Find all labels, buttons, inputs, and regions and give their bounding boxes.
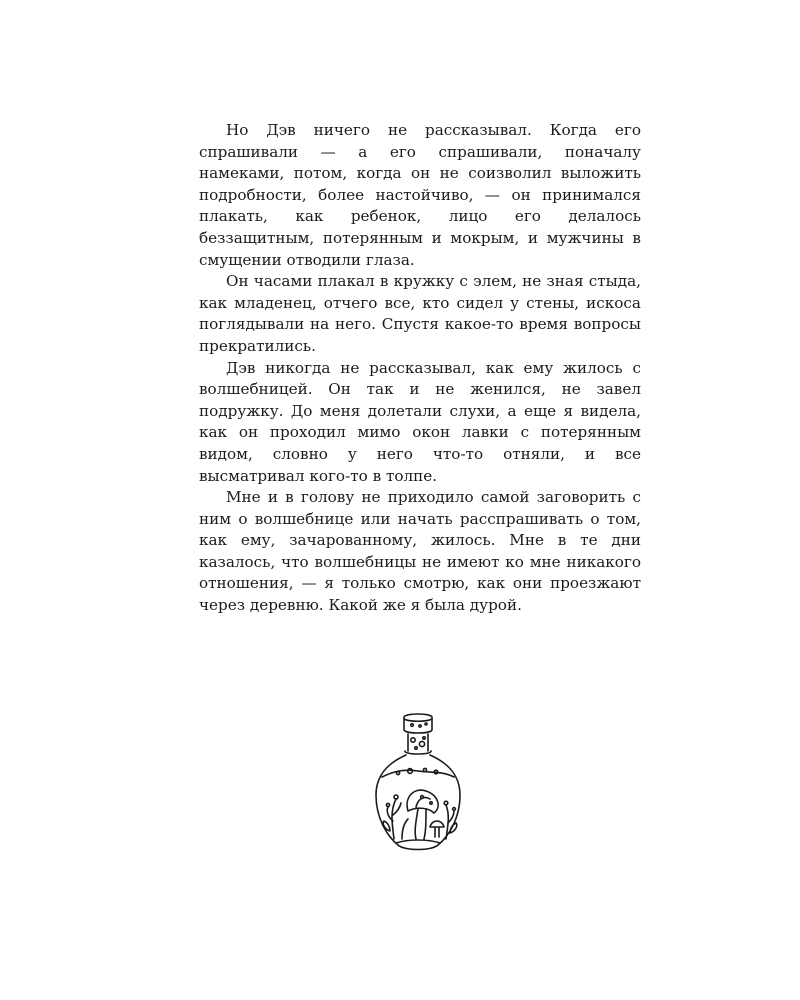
- paragraph-2: Он часами плакал в кружку с элем, не зная стыда, как младенец, отчего все, кто сидел у стены, искоса поглядывали на него. Спустя какое-то время вопросы прекратились.: [199, 272, 641, 355]
- paragraph-4: Мне и в голову не приходило самой заговорить с ним о волшебнице или начать расспрашивать о том, как ему, зачарованному, жилось. Мне в те дни казалось, что волшебницы не имеют ко мне никакого отношения, — я только смотрю, как они проезжают через деревню. Какой же я была дурой.: [199, 488, 641, 615]
- paragraph-1: Но Дэв ничего не рассказывал. Когда его спрашивали — а его спрашивали, поначалу намеками, потом, когда он не соизволил выложить подробности, более настойчиво, — он принимался плакать, как ребенок, лицо его делалось беззащитным, потерянным и мокрым, и мужчины в смущении отводили глаза.: [199, 121, 641, 269]
- potion-bottle-icon: [368, 711, 468, 859]
- paragraph-3: Дэв никогда не рассказывал, как ему жилось с волшебницей. Он так и не женился, не завел подружку. До меня долетали слухи, а еще я видела, как он проходил мимо окон лавки с потерянным видом, словно у него что-то отняли, и все высматривал кого-то в толпе.: [199, 358, 641, 485]
- body-text: [199, 120, 641, 617]
